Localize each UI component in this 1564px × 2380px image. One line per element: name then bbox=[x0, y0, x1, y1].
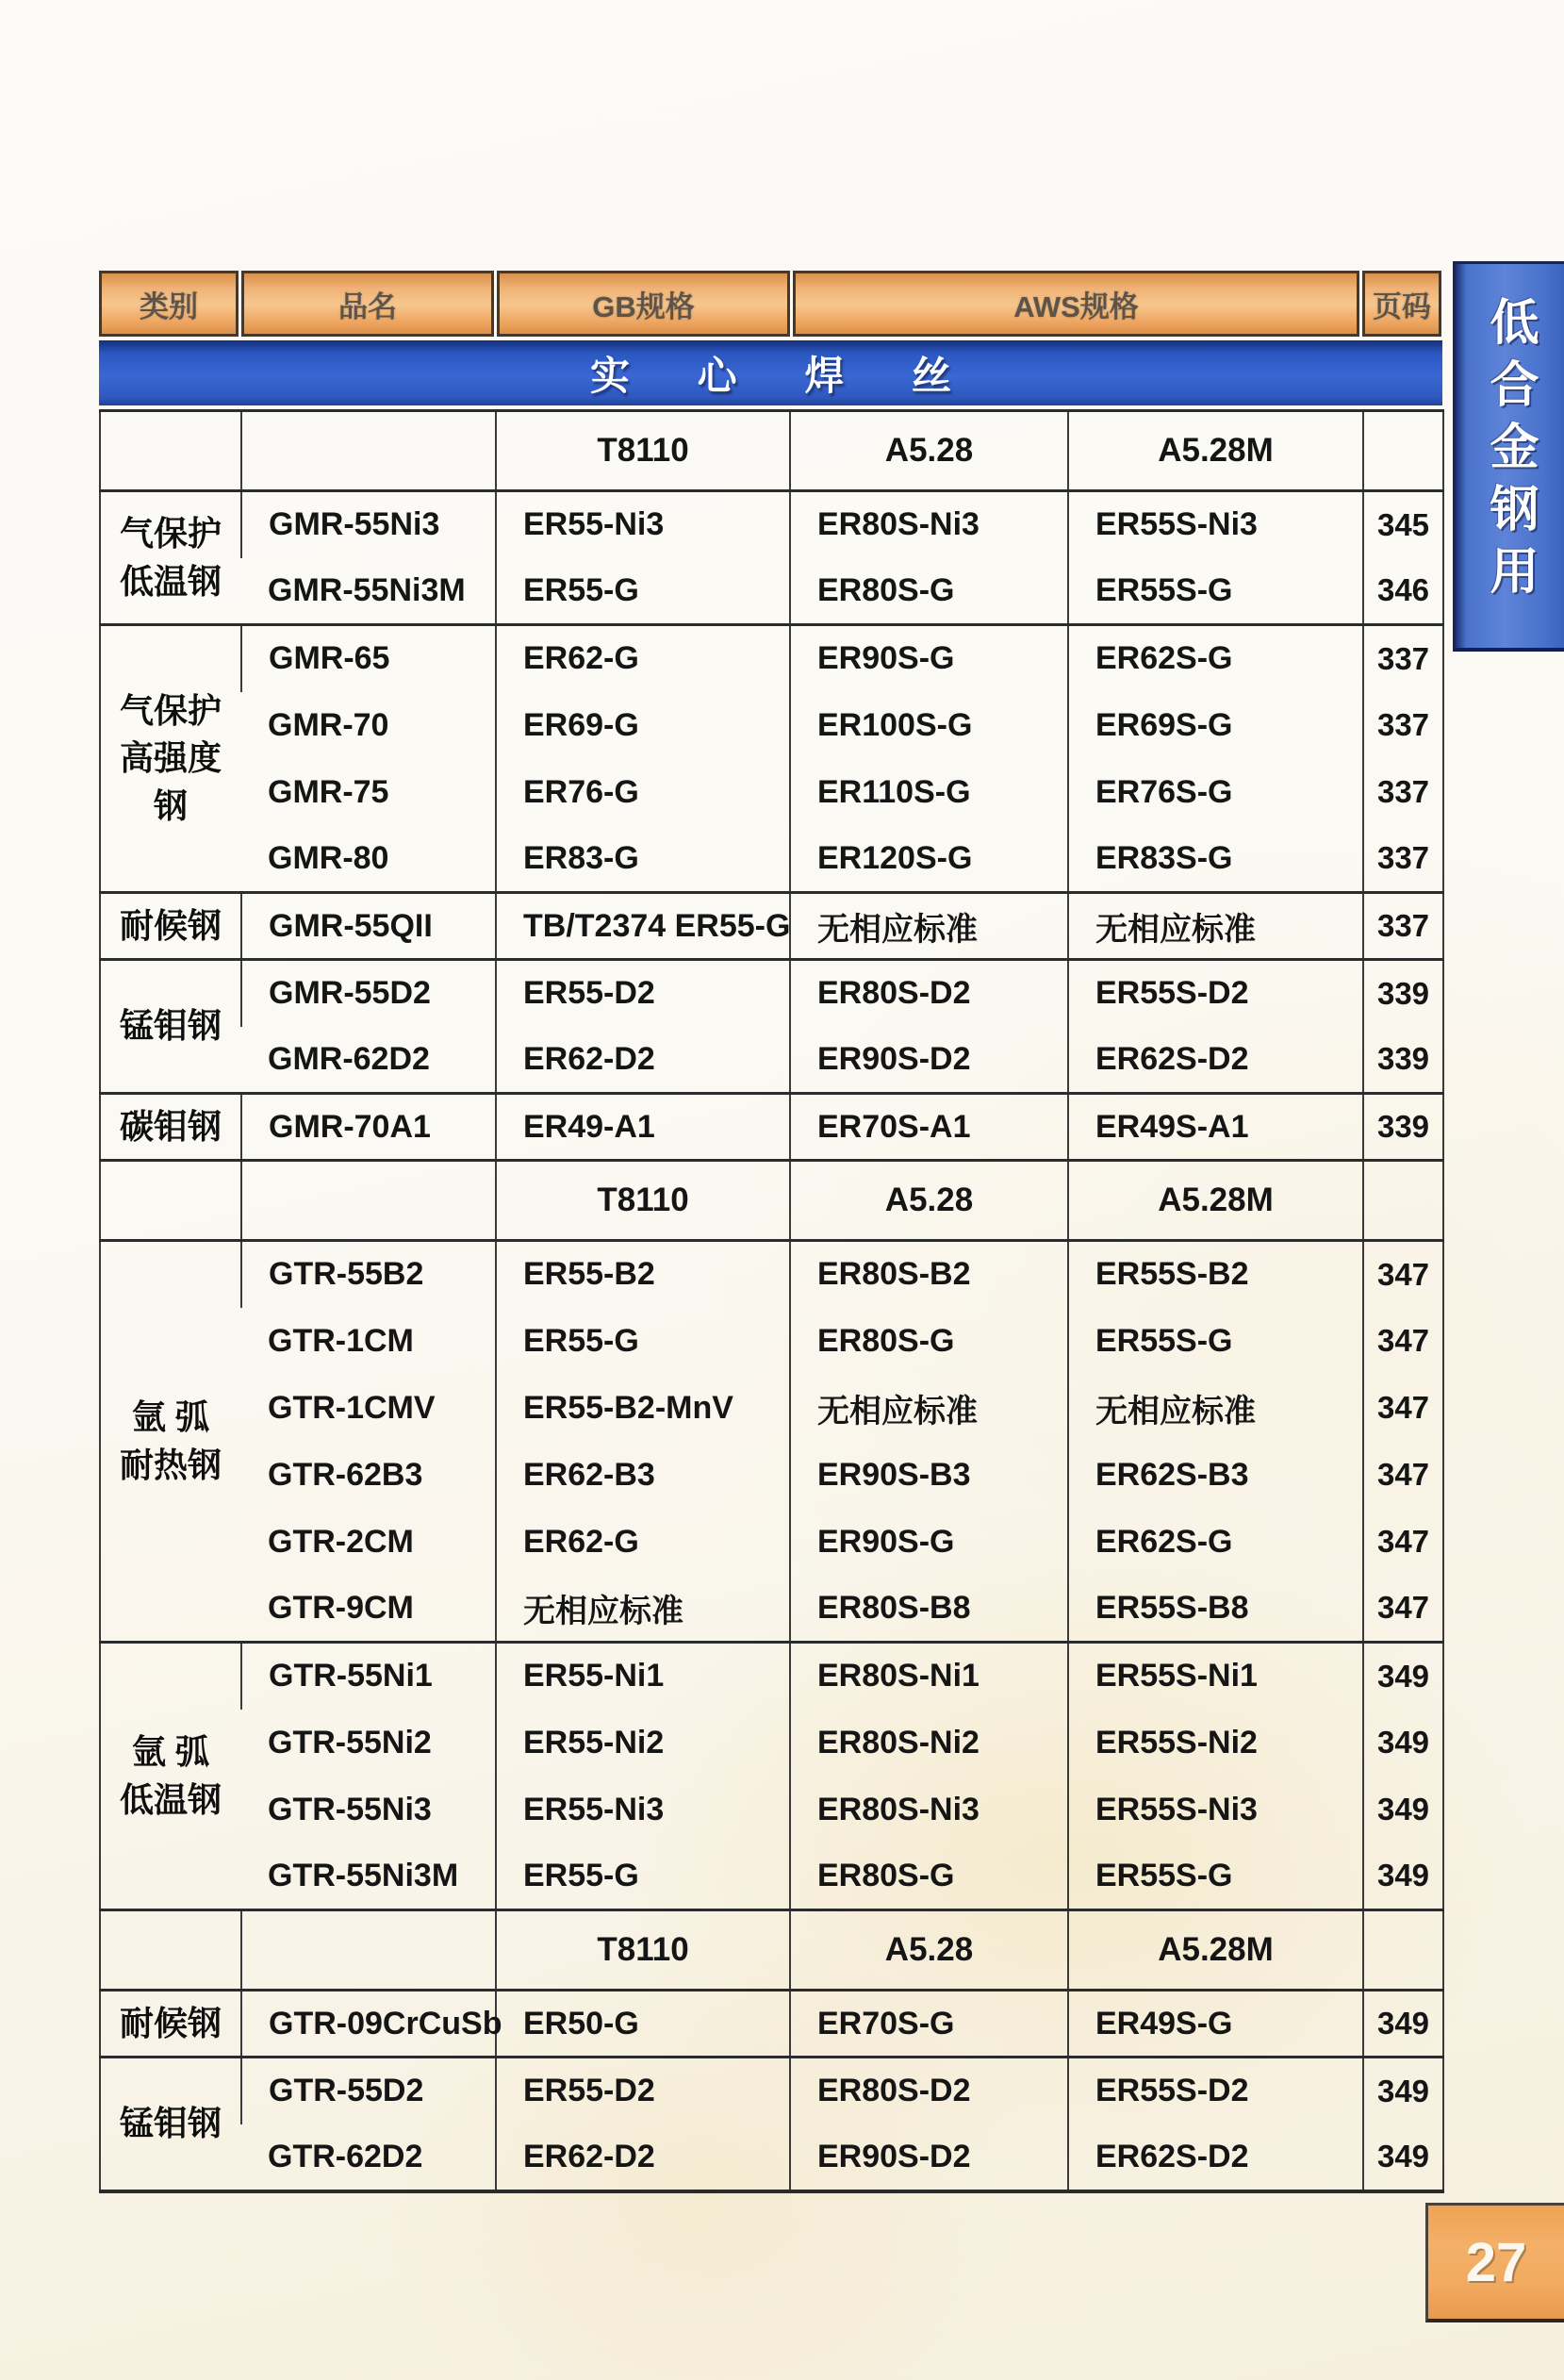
category-line: 气保护 bbox=[119, 514, 222, 554]
category-line: 锰钼钢 bbox=[119, 1006, 222, 1046]
aws-m-spec-cell: ER55S-Ni2 bbox=[1068, 1710, 1363, 1777]
table-row bbox=[100, 1991, 1443, 2058]
aws-spec-cell: ER80S-B8 bbox=[790, 1576, 1068, 1643]
aws-m-spec-cell: ER55S-B8 bbox=[1068, 1576, 1363, 1643]
category-line: 低温钢 bbox=[119, 1779, 222, 1819]
category-cell bbox=[100, 960, 241, 1094]
table-row bbox=[100, 1241, 1443, 1308]
page-ref-cell: 349 bbox=[1363, 1991, 1443, 2058]
section-index-tab-label: 低合金钢用 bbox=[1482, 296, 1537, 607]
product-name-cell: GMR-55Ni3M bbox=[268, 571, 466, 608]
page-ref-cell: 347 bbox=[1363, 1509, 1443, 1576]
gb-spec-cell: ER62-D2 bbox=[496, 2124, 790, 2191]
aws-m-spec-cell: ER49S-A1 bbox=[1068, 1094, 1363, 1161]
product-name-cell: GTR-62D2 bbox=[268, 2138, 423, 2174]
product-name-cell: GMR-55D2 bbox=[241, 960, 496, 1027]
page-ref-cell: 337 bbox=[1363, 692, 1443, 759]
product-name-cell: GTR-55Ni2 bbox=[268, 1724, 432, 1760]
category-line: 气保护 bbox=[119, 690, 222, 730]
category-line: 耐热钢 bbox=[119, 1445, 222, 1484]
aws-m-spec-cell: ER83S-G bbox=[1068, 826, 1363, 893]
page-ref-cell: 347 bbox=[1363, 1442, 1443, 1509]
table-row bbox=[100, 1027, 1443, 1094]
aws-spec-cell: ER100S-G bbox=[790, 692, 1068, 759]
page-ref-cell: 347 bbox=[1363, 1308, 1443, 1375]
gb-spec-cell: ER50-G bbox=[496, 1991, 790, 2058]
column-header-category: 类别 bbox=[99, 271, 239, 337]
subheader-empty-page bbox=[1363, 1910, 1443, 1991]
gb-spec-cell: ER49-A1 bbox=[496, 1094, 790, 1161]
standard-subheader-row bbox=[100, 1161, 1443, 1241]
gb-spec-cell: 无相应标准 bbox=[496, 1576, 790, 1643]
aws-spec-cell: ER80S-Ni2 bbox=[790, 1710, 1068, 1777]
table-row bbox=[100, 2058, 1443, 2124]
page-ref-cell: 349 bbox=[1363, 2124, 1443, 2191]
subheader-empty-page bbox=[1363, 1161, 1443, 1241]
gb-spec-cell: ER62-B3 bbox=[496, 1442, 790, 1509]
product-name-cell: GTR-1CM bbox=[268, 1322, 414, 1359]
aws-spec-cell: ER80S-G bbox=[790, 558, 1068, 625]
page-ref-cell: 347 bbox=[1363, 1241, 1443, 1308]
aws-m-spec-cell: ER76S-G bbox=[1068, 759, 1363, 826]
product-name-cell: GMR-70A1 bbox=[241, 1094, 496, 1161]
page-ref-cell: 337 bbox=[1363, 625, 1443, 692]
page-ref-cell: 349 bbox=[1363, 1643, 1443, 1710]
gb-spec-cell: ER69-G bbox=[496, 692, 790, 759]
subheader-gb-standard: T8110 bbox=[496, 1910, 790, 1991]
aws-m-spec-cell: 无相应标准 bbox=[1068, 1375, 1363, 1442]
aws-m-spec-cell: ER55S-G bbox=[1068, 1308, 1363, 1375]
aws-spec-cell: ER80S-G bbox=[790, 1308, 1068, 1375]
category-cell bbox=[100, 625, 241, 893]
table-column-header bbox=[99, 271, 1442, 337]
table-row bbox=[100, 1777, 1443, 1843]
product-name-cell: GTR-2CM bbox=[268, 1523, 414, 1560]
page-ref-cell: 346 bbox=[1363, 558, 1443, 625]
page-ref-cell: 349 bbox=[1363, 1710, 1443, 1777]
table-row bbox=[100, 1643, 1443, 1710]
aws-spec-cell: ER90S-G bbox=[790, 625, 1068, 692]
aws-spec-cell: ER80S-B2 bbox=[790, 1241, 1068, 1308]
table-row bbox=[100, 826, 1443, 893]
aws-spec-cell: ER80S-Ni1 bbox=[790, 1643, 1068, 1710]
category-cell bbox=[100, 491, 241, 625]
subheader-empty-category bbox=[100, 1161, 241, 1241]
subheader-empty-name bbox=[241, 1161, 496, 1241]
product-name-cell: GTR-55D2 bbox=[241, 2058, 496, 2124]
aws-spec-cell: ER90S-D2 bbox=[790, 2124, 1068, 2191]
aws-m-spec-cell: ER62S-G bbox=[1068, 625, 1363, 692]
table-row bbox=[100, 759, 1443, 826]
gb-spec-cell: ER62-G bbox=[496, 625, 790, 692]
gb-spec-cell: ER83-G bbox=[496, 826, 790, 893]
table-row bbox=[100, 2124, 1443, 2191]
subheader-empty-category bbox=[100, 1910, 241, 1991]
aws-m-spec-cell: ER55S-Ni3 bbox=[1068, 1777, 1363, 1843]
aws-spec-cell: ER80S-D2 bbox=[790, 960, 1068, 1027]
subheader-gb-standard: T8110 bbox=[496, 1161, 790, 1241]
aws-m-spec-cell: ER55S-Ni3 bbox=[1068, 491, 1363, 558]
subheader-aws-m-standard: A5.28M bbox=[1068, 1910, 1363, 1991]
aws-spec-cell: ER80S-Ni3 bbox=[790, 491, 1068, 558]
gb-spec-cell: ER62-D2 bbox=[496, 1027, 790, 1094]
product-name-cell: GTR-55B2 bbox=[241, 1241, 496, 1308]
aws-m-spec-cell: ER62S-G bbox=[1068, 1509, 1363, 1576]
product-name-cell: GMR-65 bbox=[241, 625, 496, 692]
product-name-cell: GMR-55QII bbox=[241, 893, 496, 960]
gb-spec-cell: ER55-Ni2 bbox=[496, 1710, 790, 1777]
column-header-gb-spec: GB规格 bbox=[497, 271, 790, 337]
aws-m-spec-cell: ER69S-G bbox=[1068, 692, 1363, 759]
subheader-empty-name bbox=[241, 411, 496, 491]
aws-spec-cell: ER90S-B3 bbox=[790, 1442, 1068, 1509]
subheader-gb-standard: T8110 bbox=[496, 411, 790, 491]
aws-spec-cell: ER70S-G bbox=[790, 1991, 1068, 2058]
aws-m-spec-cell: ER62S-B3 bbox=[1068, 1442, 1363, 1509]
column-header-product-name: 品名 bbox=[241, 271, 494, 337]
aws-m-spec-cell: ER62S-D2 bbox=[1068, 1027, 1363, 1094]
aws-m-spec-cell: ER55S-D2 bbox=[1068, 960, 1363, 1027]
gb-spec-cell: ER55-G bbox=[496, 1308, 790, 1375]
subheader-aws-m-standard: A5.28M bbox=[1068, 411, 1363, 491]
aws-m-spec-cell: ER62S-D2 bbox=[1068, 2124, 1363, 2191]
aws-spec-cell: ER80S-Ni3 bbox=[790, 1777, 1068, 1843]
table-row bbox=[100, 1375, 1443, 1442]
page-ref-cell: 349 bbox=[1363, 1777, 1443, 1843]
subheader-aws-standard: A5.28 bbox=[790, 1910, 1068, 1991]
page-number-badge bbox=[1425, 2203, 1564, 2322]
aws-m-spec-cell: ER55S-D2 bbox=[1068, 2058, 1363, 2124]
product-name-cell: GTR-55Ni1 bbox=[241, 1643, 496, 1710]
aws-spec-cell: 无相应标准 bbox=[790, 1375, 1068, 1442]
page-ref-cell: 339 bbox=[1363, 1094, 1443, 1161]
product-name-cell: GTR-09CrCuSb bbox=[241, 1991, 496, 2058]
category-line: 碳钼钢 bbox=[119, 1106, 222, 1146]
subheader-aws-m-standard: A5.28M bbox=[1068, 1161, 1363, 1241]
category-line: 低温钢 bbox=[119, 561, 222, 601]
aws-spec-cell: ER120S-G bbox=[790, 826, 1068, 893]
aws-m-spec-cell: ER49S-G bbox=[1068, 1991, 1363, 2058]
table-row bbox=[100, 1576, 1443, 1643]
subheader-empty-name bbox=[241, 1910, 496, 1991]
spec-table-body bbox=[100, 411, 1443, 2191]
category-cell bbox=[100, 1241, 241, 1643]
gb-spec-cell: TB/T2374 ER55-G bbox=[496, 893, 790, 960]
category-line: 耐候钢 bbox=[119, 905, 222, 945]
gb-spec-cell: ER55-Ni1 bbox=[496, 1643, 790, 1710]
category-cell bbox=[100, 1991, 241, 2058]
table-row bbox=[100, 491, 1443, 558]
aws-m-spec-cell: 无相应标准 bbox=[1068, 893, 1363, 960]
gb-spec-cell: ER55-D2 bbox=[496, 960, 790, 1027]
page-ref-cell: 339 bbox=[1363, 1027, 1443, 1094]
gb-spec-cell: ER55-B2 bbox=[496, 1241, 790, 1308]
gb-spec-cell: ER55-D2 bbox=[496, 2058, 790, 2124]
column-header-aws-spec: AWS规格 bbox=[793, 271, 1359, 337]
page-ref-cell: 349 bbox=[1363, 1843, 1443, 1910]
section-banner-title: 实 心 焊 丝 bbox=[589, 353, 980, 398]
product-name-cell: GTR-9CM bbox=[268, 1589, 414, 1626]
table-row bbox=[100, 558, 1443, 625]
aws-m-spec-cell: ER55S-G bbox=[1068, 1843, 1363, 1910]
product-name-cell: GMR-55Ni3 bbox=[241, 491, 496, 558]
category-line: 氩 弧 bbox=[131, 1397, 209, 1437]
category-cell bbox=[100, 1094, 241, 1161]
subheader-aws-standard: A5.28 bbox=[790, 1161, 1068, 1241]
page-ref-cell: 337 bbox=[1363, 893, 1443, 960]
aws-spec-cell: ER70S-A1 bbox=[790, 1094, 1068, 1161]
category-line: 高强度 bbox=[119, 738, 222, 778]
product-name-cell: GMR-75 bbox=[268, 773, 389, 810]
aws-spec-cell: ER110S-G bbox=[790, 759, 1068, 826]
product-name-cell: GTR-1CMV bbox=[268, 1389, 436, 1426]
aws-spec-cell: ER80S-G bbox=[790, 1843, 1068, 1910]
page-ref-cell: 347 bbox=[1363, 1375, 1443, 1442]
table-row bbox=[100, 960, 1443, 1027]
product-name-cell: GMR-70 bbox=[268, 706, 389, 743]
gb-spec-cell: ER55-B2-MnV bbox=[496, 1375, 790, 1442]
category-cell bbox=[100, 1643, 241, 1910]
table-row bbox=[100, 1308, 1443, 1375]
subheader-empty-page bbox=[1363, 411, 1443, 491]
spec-table bbox=[99, 409, 1444, 2193]
gb-spec-cell: ER55-Ni3 bbox=[496, 491, 790, 558]
aws-m-spec-cell: ER55S-G bbox=[1068, 558, 1363, 625]
gb-spec-cell: ER55-G bbox=[496, 1843, 790, 1910]
table-row bbox=[100, 1094, 1443, 1161]
gb-spec-cell: ER55-Ni3 bbox=[496, 1777, 790, 1843]
table-row bbox=[100, 1509, 1443, 1576]
page-number: 27 bbox=[1465, 2231, 1527, 2293]
gb-spec-cell: ER62-G bbox=[496, 1509, 790, 1576]
product-name-cell: GTR-62B3 bbox=[268, 1456, 423, 1493]
page-ref-cell: 339 bbox=[1363, 960, 1443, 1027]
gb-spec-cell: ER76-G bbox=[496, 759, 790, 826]
column-header-page-number: 页码 bbox=[1362, 271, 1441, 337]
aws-m-spec-cell: ER55S-B2 bbox=[1068, 1241, 1363, 1308]
subheader-empty-category bbox=[100, 411, 241, 491]
product-name-cell: GMR-80 bbox=[268, 839, 389, 876]
product-name-cell: GMR-62D2 bbox=[268, 1040, 430, 1077]
category-line: 氩 弧 bbox=[131, 1732, 209, 1772]
category-line: 钢 bbox=[153, 785, 188, 825]
page-ref-cell: 347 bbox=[1363, 1576, 1443, 1643]
section-index-tab bbox=[1453, 261, 1564, 652]
subheader-aws-standard: A5.28 bbox=[790, 411, 1068, 491]
category-cell bbox=[100, 893, 241, 960]
standard-subheader-row bbox=[100, 411, 1443, 491]
product-name-cell: GTR-55Ni3M bbox=[268, 1857, 459, 1893]
table-row bbox=[100, 692, 1443, 759]
table-row bbox=[100, 625, 1443, 692]
table-row bbox=[100, 1710, 1443, 1777]
page-ref-cell: 349 bbox=[1363, 2058, 1443, 2124]
page-ref-cell: 337 bbox=[1363, 759, 1443, 826]
page-ref-cell: 345 bbox=[1363, 491, 1443, 558]
category-line: 耐候钢 bbox=[119, 2003, 222, 2042]
aws-spec-cell: ER90S-D2 bbox=[790, 1027, 1068, 1094]
section-banner bbox=[99, 340, 1442, 405]
table-row bbox=[100, 893, 1443, 960]
aws-spec-cell: 无相应标准 bbox=[790, 893, 1068, 960]
standard-subheader-row bbox=[100, 1910, 1443, 1991]
category-cell bbox=[100, 2058, 241, 2191]
product-name-cell: GTR-55Ni3 bbox=[268, 1791, 432, 1827]
category-line: 锰钼钢 bbox=[119, 2104, 222, 2143]
aws-spec-cell: ER80S-D2 bbox=[790, 2058, 1068, 2124]
aws-m-spec-cell: ER55S-Ni1 bbox=[1068, 1643, 1363, 1710]
gb-spec-cell: ER55-G bbox=[496, 558, 790, 625]
table-row bbox=[100, 1442, 1443, 1509]
page-ref-cell: 337 bbox=[1363, 826, 1443, 893]
aws-spec-cell: ER90S-G bbox=[790, 1509, 1068, 1576]
table-row bbox=[100, 1843, 1443, 1910]
